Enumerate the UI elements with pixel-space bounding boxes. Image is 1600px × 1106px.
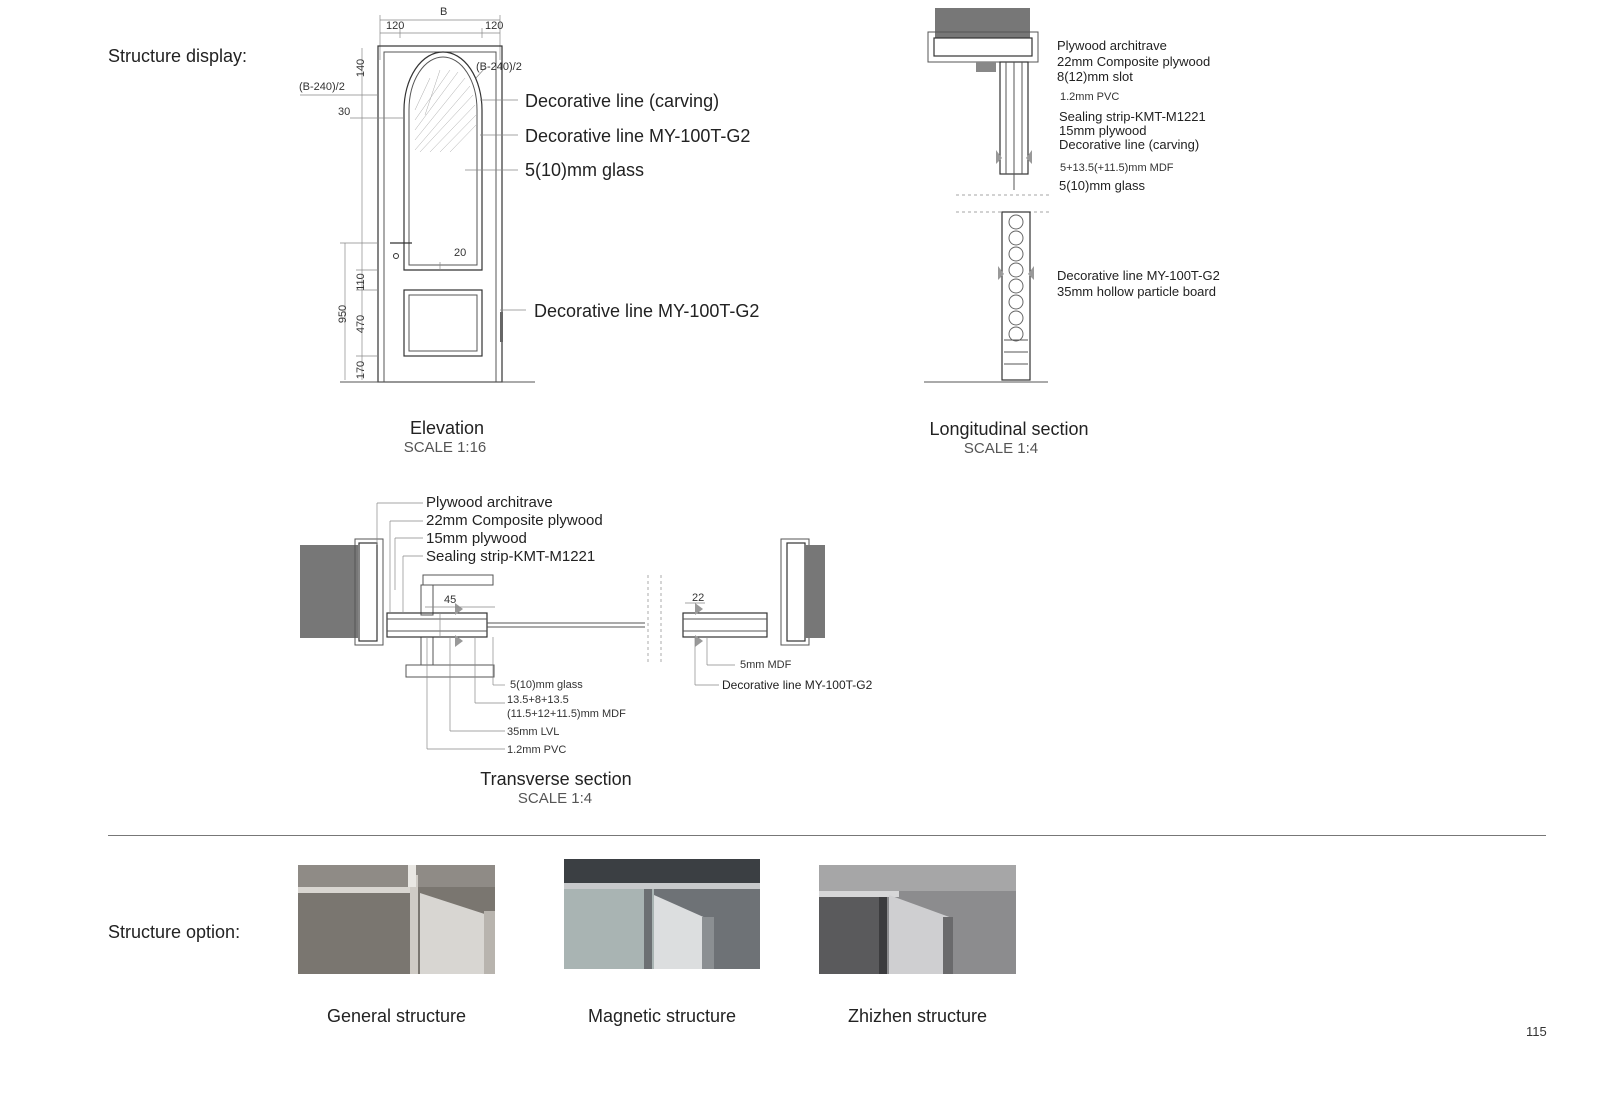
option-image-zhizhen: [819, 865, 1016, 974]
long-label-decline: Decorative line MY-100T-G2: [1057, 268, 1220, 283]
dim-110: 110: [354, 273, 367, 291]
long-labels-mid: [1059, 110, 1206, 152]
trans-label-5mdf: 5mm MDF: [740, 659, 792, 671]
transverse-scale: SCALE 1:4: [517, 790, 593, 807]
long-labels-bottom: [1057, 268, 1220, 299]
section-divider: [108, 835, 1546, 836]
long-label-pvc: 1.2mm PVC: [1060, 91, 1120, 103]
trans-label-mdf-a: 13.5+8+13.5: [507, 694, 569, 706]
option-caption-zhizhen: Zhizhen structure: [847, 1006, 988, 1026]
trans-label-decline: Decorative line MY-100T-G2: [722, 678, 873, 692]
dim-120-right: 120: [485, 20, 504, 32]
elev-label-carving: Decorative line (carving): [525, 91, 720, 111]
long-label-glass: 5(10)mm glass: [1059, 178, 1145, 193]
long-label-particle: 35mm hollow particle board: [1057, 283, 1216, 299]
long-labels-top: [1057, 38, 1210, 85]
dim-half-right: (B-240)/2: [476, 61, 522, 73]
long-label-composite: 22mm Composite plywood: [1057, 53, 1211, 69]
dim-950: 950: [337, 304, 350, 324]
long-label-mdf: 5+13.5(+11.5)mm MDF: [1060, 162, 1174, 174]
trans-dim-45: 45: [444, 594, 457, 606]
dim-170: 170: [355, 360, 368, 380]
elev-label-lower: Decorative line MY-100T-G2: [534, 301, 760, 321]
trans-label-plywood: 15mm plywood: [426, 530, 527, 547]
elevation-scale: SCALE 1:16: [403, 439, 487, 456]
trans-label-glass: 5(10)mm glass: [510, 679, 583, 691]
trans-label-sealing: Sealing strip-KMT-M1221: [426, 548, 596, 565]
long-label-carving: Decorative line (carving): [1059, 137, 1200, 152]
dim-b: B: [440, 6, 448, 18]
dim-half-left: (B-240)/2: [299, 81, 345, 93]
transverse-caption: Transverse section: [480, 769, 632, 789]
trans-labels-top: [426, 494, 603, 566]
long-label-plywood: 15mm plywood: [1059, 123, 1147, 138]
dim-120-left: 120: [386, 20, 405, 32]
elev-label-glass: 5(10)mm glass: [525, 160, 645, 180]
structure-option-heading: Structure option:: [108, 922, 241, 942]
structure-display-heading: Structure display:: [108, 46, 248, 66]
trans-label-composite: 22mm Composite plywood: [426, 512, 603, 529]
long-label-slot: 8(12)mm slot: [1057, 69, 1133, 84]
page-number: 115: [1526, 1024, 1547, 1039]
elev-label-line: Decorative line MY-100T-G2: [525, 126, 751, 146]
trans-label-lvl: 35mm LVL: [507, 726, 560, 738]
trans-label-architrave: Plywood architrave: [426, 494, 553, 511]
longitudinal-svg: [920, 0, 1060, 400]
trans-label-pvc: 1.2mm PVC: [507, 744, 567, 756]
trans-label-mdf-b: (11.5+12+11.5)mm MDF: [507, 708, 626, 720]
trans-dim-22: 22: [692, 592, 705, 604]
dim-20: 20: [454, 247, 467, 259]
option-image-general: [298, 865, 495, 974]
longitudinal-caption: Longitudinal section: [929, 419, 1089, 439]
option-caption-magnetic: Magnetic structure: [587, 1006, 737, 1026]
dim-30: 30: [338, 106, 351, 118]
long-label-architrave: Plywood architrave: [1057, 38, 1167, 53]
elevation-caption: Elevation: [409, 418, 485, 438]
longitudinal-drawing: [920, 0, 1060, 400]
dim-140: 140: [355, 58, 368, 78]
option-image-magnetic: [564, 859, 760, 969]
option-caption-general: General structure: [326, 1006, 467, 1026]
longitudinal-scale: SCALE 1:4: [963, 440, 1039, 457]
dim-470: 470: [355, 314, 368, 334]
long-label-sealing: Sealing strip-KMT-M1221: [1059, 109, 1206, 124]
